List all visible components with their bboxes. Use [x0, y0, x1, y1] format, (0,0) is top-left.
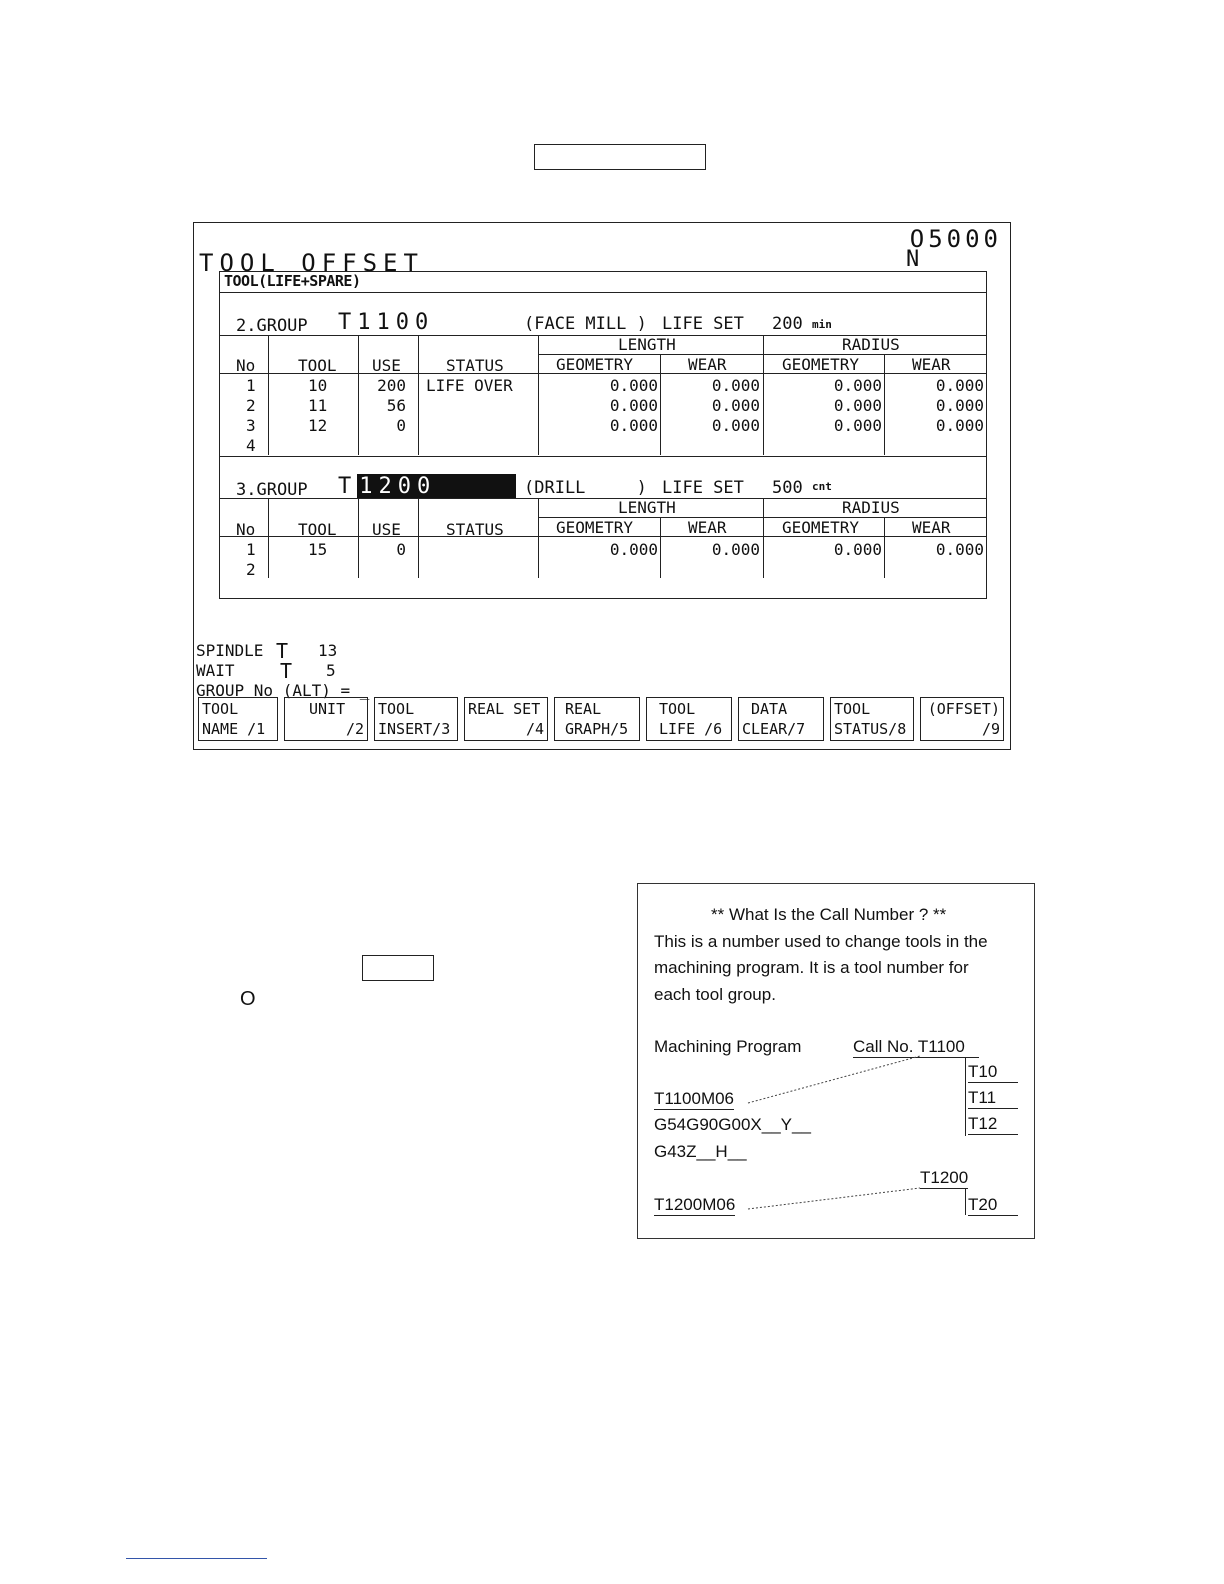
data-clear-button[interactable]: DATA CLEAR/7 [738, 697, 824, 741]
group-3-length-geometry-header: GEOMETRY [556, 518, 634, 537]
table-row-status: LIFE OVER [426, 376, 513, 395]
group-2-life-set-label: LIFE SET [662, 314, 744, 334]
table-row-radius-wear[interactable]: 0.000 [935, 416, 984, 435]
tool-t12: T12 [968, 1114, 1018, 1135]
table-row-tool[interactable]: 15 [308, 540, 328, 559]
program-line-t1100m06: T1100M06 [654, 1089, 735, 1108]
panel-header [220, 272, 986, 293]
group-2-tool-name: (FACE MILL ) [524, 314, 647, 334]
mid-reference-box [362, 955, 434, 981]
spindle-label: SPINDLE [196, 641, 264, 660]
table-row-length-wear[interactable]: 0.000 [711, 376, 760, 395]
program-number: O5000 [909, 225, 1002, 253]
marker-o: O [240, 988, 256, 1010]
group-2-length-wear-header: WEAR [688, 355, 727, 374]
tool-insert-button[interactable]: TOOL INSERT/3 [374, 697, 458, 741]
tool-life-panel [219, 271, 987, 599]
group-3-radius-header: RADIUS [842, 498, 900, 517]
group-3-life-value[interactable]: 500 [772, 478, 803, 498]
unit-button[interactable]: UNIT /2 [284, 697, 368, 741]
table-row-radius-geometry[interactable]: 0.000 [833, 416, 882, 435]
table-row-length-geometry[interactable]: 0.000 [609, 396, 658, 415]
table-row-radius-geometry[interactable]: 0.000 [833, 376, 882, 395]
group-3-no-header: No [236, 520, 256, 539]
group-3-life-set-label: LIFE SET [662, 478, 744, 498]
spindle-t: T [276, 639, 289, 663]
group-2-label: 2.GROUP [236, 316, 308, 336]
group-3-status-header: STATUS [446, 520, 504, 539]
tool-name-button[interactable]: TOOL NAME /1 [198, 697, 278, 741]
group-2-tool-header: TOOL [298, 356, 337, 375]
real-graph-button[interactable]: REAL GRAPH/5 [554, 697, 640, 741]
call-box-description-1: This is a number used to change tools in the [654, 932, 988, 951]
group-3-tool-header: TOOL [298, 520, 337, 539]
program-line-g54: G54G90G00X__Y__ [654, 1115, 811, 1134]
program-line-t1200m06: T1200M06 [654, 1195, 736, 1214]
table-row-radius-wear[interactable]: 0.000 [935, 376, 984, 395]
tool-t20: T20 [968, 1195, 1018, 1216]
footer-rule [126, 1558, 267, 1559]
program-line-g43: G43Z__H__ [654, 1142, 747, 1161]
tool-offset-screen [193, 222, 1011, 750]
function-key-bar [196, 697, 1008, 745]
table-row-length-wear[interactable]: 0.000 [711, 416, 760, 435]
group-3-call-prefix: T [338, 474, 358, 499]
call-number-label: Call No. T1100 [853, 1037, 979, 1058]
screen-title: TOOL OFFSET [199, 249, 424, 277]
table-row-length-wear[interactable]: 0.000 [711, 540, 760, 559]
real-set-button[interactable]: REAL SET /4 [464, 697, 548, 741]
group-3-life-unit: cnt [812, 480, 832, 493]
group-3-label: 3.GROUP [236, 480, 308, 500]
table-row-length-geometry[interactable]: 0.000 [609, 540, 658, 559]
tool-life-button[interactable]: TOOL LIFE /6 [646, 697, 732, 741]
group-3-radius-geometry-header: GEOMETRY [782, 518, 860, 537]
tab-tool-life-spare[interactable]: TOOL(LIFE+SPARE) [224, 272, 361, 290]
group-no-input[interactable]: GROUP No (ALT) = _ [196, 681, 370, 700]
top-reference-box [534, 144, 706, 170]
table-row-use[interactable]: 200 [377, 376, 406, 395]
wait-t: T [280, 659, 293, 683]
group-2-length-header: LENGTH [618, 335, 676, 354]
tool-status-button[interactable]: TOOL STATUS/8 [830, 697, 914, 741]
group-2-use-header: USE [372, 356, 401, 375]
call-box-description-2: machining program. It is a tool number for [654, 958, 969, 977]
table-row-tool[interactable]: 12 [308, 416, 328, 435]
table-row-tool[interactable]: 11 [308, 396, 328, 415]
wait-label: WAIT [196, 661, 235, 680]
call-number-info-box [637, 883, 1035, 1239]
group-2-status-header: STATUS [446, 356, 504, 375]
machining-program-label: Machining Program [654, 1037, 802, 1056]
group-2-length-geometry-header: GEOMETRY [556, 355, 634, 374]
table-row-no: 3 [246, 416, 256, 435]
table-row-no: 2 [246, 396, 256, 415]
sequence-number: N [906, 247, 920, 272]
table-row-radius-wear[interactable]: 0.000 [935, 396, 984, 415]
table-row-length-geometry[interactable]: 0.000 [609, 416, 658, 435]
group-3-length-header: LENGTH [618, 498, 676, 517]
group-2-no-header: No [236, 356, 256, 375]
wait-value: 5 [326, 661, 336, 680]
table-row-radius-geometry[interactable]: 0.000 [833, 540, 882, 559]
table-row-no: 2 [246, 560, 256, 579]
table-row-no: 4 [246, 436, 256, 455]
table-row-no: 1 [246, 376, 256, 395]
table-row-length-geometry[interactable]: 0.000 [609, 376, 658, 395]
table-row-no: 1 [246, 540, 256, 559]
table-row-use[interactable]: 56 [386, 396, 406, 415]
group-3-call-number[interactable] [338, 474, 516, 499]
group-3-tool-name: (DRILL ) [524, 478, 647, 498]
table-row-radius-geometry[interactable]: 0.000 [833, 396, 882, 415]
table-row-use[interactable]: 0 [396, 416, 406, 435]
tool-t11: T11 [968, 1088, 1018, 1109]
group-2-radius-header: RADIUS [842, 335, 900, 354]
group-2-radius-geometry-header: GEOMETRY [782, 355, 860, 374]
group-3-length-wear-header: WEAR [688, 518, 727, 537]
group-2-life-value[interactable]: 200 [772, 314, 803, 334]
group-2-call-number[interactable]: T1100 [338, 310, 435, 335]
table-row-radius-wear[interactable]: 0.000 [935, 540, 984, 559]
group-3-call-number-cursor[interactable]: 1200 [357, 474, 516, 499]
call-link-lines [638, 884, 1036, 1240]
table-row-use[interactable]: 0 [396, 540, 406, 559]
table-row-length-wear[interactable]: 0.000 [711, 396, 760, 415]
spindle-value: 13 [318, 641, 338, 660]
group-2-life-unit: min [812, 318, 832, 331]
tool-t10: T10 [968, 1062, 1018, 1083]
group-3-use-header: USE [372, 520, 401, 539]
group-3-radius-wear-header: WEAR [912, 518, 951, 537]
offset-button[interactable]: (OFFSET) /9 [920, 697, 1004, 741]
call-box-description-3: each tool group. [654, 985, 776, 1004]
call-box-heading: ** What Is the Call Number ? ** [711, 905, 947, 924]
call-number-t1200: T1200 [920, 1168, 969, 1187]
group-2-radius-wear-header: WEAR [912, 355, 951, 374]
table-row-tool[interactable]: 10 [308, 376, 328, 395]
